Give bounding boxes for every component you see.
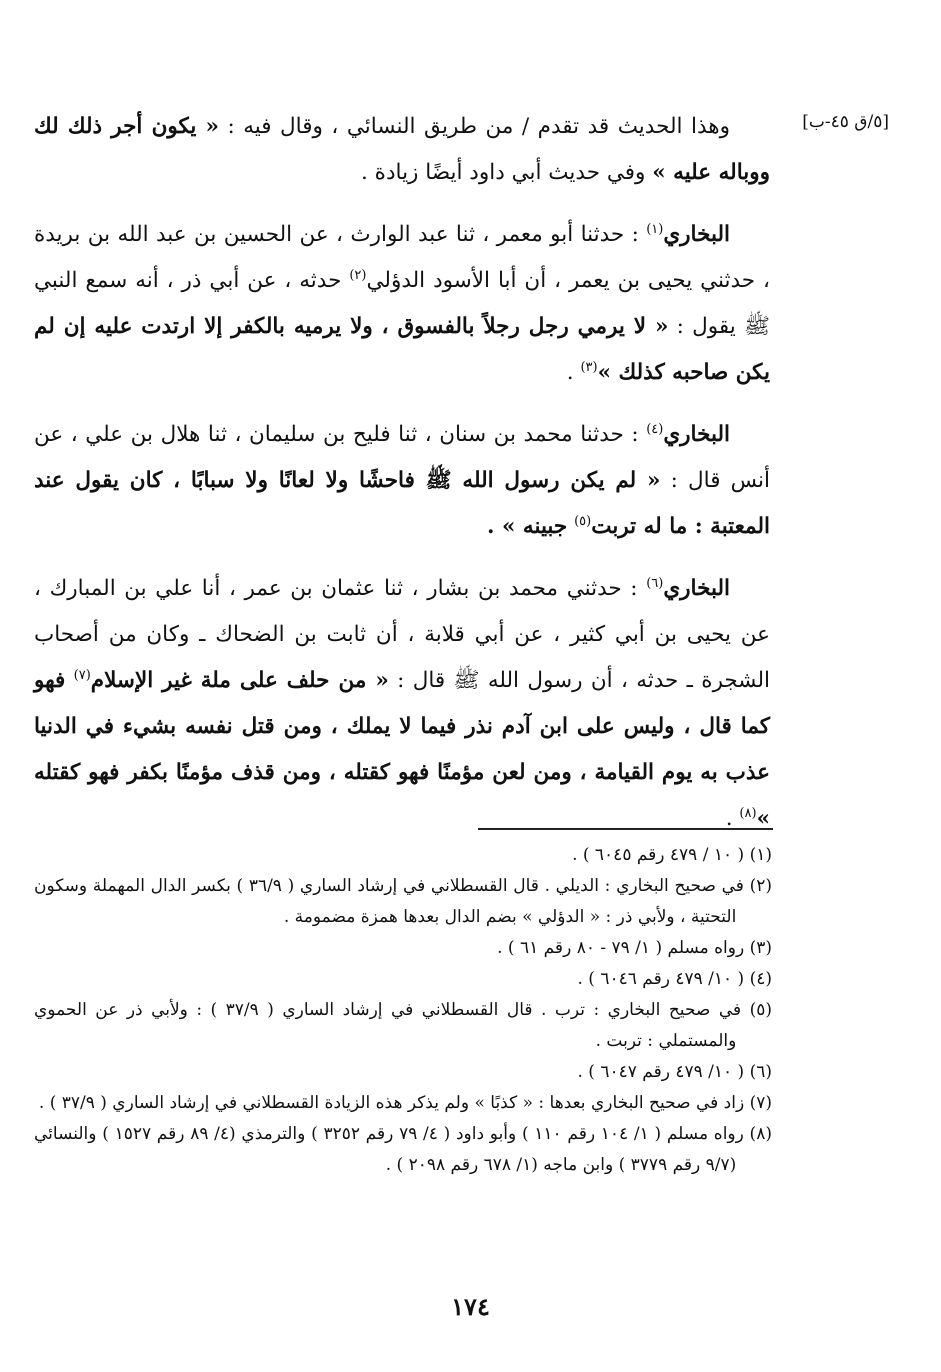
paragraph-3 bbox=[34, 412, 770, 550]
paragraph-1-tail: وفي حديث أبي داود أيضًا زيادة . bbox=[361, 160, 646, 185]
paragraph-end: . bbox=[725, 806, 733, 831]
footnote-marker: (٦) bbox=[646, 575, 664, 591]
paragraph-1 bbox=[34, 104, 770, 196]
isnad-chain: : حدثني محمد بن بشار ، ثنا عثمان بن عمر ، أنا علي بن المبارك ، عن يحيى بن أبي كثير ، عن أبي قلابة ، أن ثابت بن الضحاك ـ وكان من أصحاب الشجرة ـ حدثه ، أن رسول الله ﷺ قال : bbox=[34, 576, 771, 693]
footnote-marker: (٨) bbox=[739, 805, 757, 821]
paragraph-4 bbox=[34, 566, 770, 842]
narrator-name: البخاري bbox=[663, 422, 730, 447]
footnote-marker: (١) bbox=[646, 221, 664, 237]
footnote-6: (٦) ( ١٠/ ٤٧٩ رقم ٦٠٤٧ ) . bbox=[577, 1062, 772, 1082]
footnote-4: (٤) ( ١٠/ ٤٧٩ رقم ٦٠٤٦ ) . bbox=[577, 969, 772, 989]
page-number: ١٧٤ bbox=[451, 1292, 490, 1321]
footnote-5: (٥) في صحيح البخاري : ترب . قال القسطلاني في إرشاد الساري ( ٣٧/٩ ) : ولأبي ذر عن الحموي والمستملي : تربت . bbox=[34, 1000, 773, 1051]
paragraph-2 bbox=[34, 212, 770, 396]
paragraph-1-quote: « يكون أجر ذلك لك ووباله عليه » bbox=[34, 114, 770, 185]
footnote-7: (٧) زاد في صحيح البخاري بعدها : « كذبًا » ولم يذكر هذه الزيادة القسطلاني في إرشاد الساري ( ٣٧/٩ ) . bbox=[38, 1093, 772, 1113]
paragraph-1-intro: وهذا الحديث قد تقدم / من طريق النسائي ، وقال فيه : bbox=[227, 114, 730, 139]
footnote-separator-line bbox=[478, 828, 773, 830]
narrator-name: البخاري bbox=[663, 222, 730, 247]
footnotes-section bbox=[34, 840, 772, 1181]
hadith-text: فهو كما قال ، وليس على ابن آدم نذر فيما لا يملك ، ومن قتل نفسه بشيء في الدنيا عذب به يوم القيامة ، ومن لعن مؤمنًا فهو كقتله ، ومن قذف مؤمنًا بكفر فهو كقتله » bbox=[34, 668, 770, 831]
hadith-text: « لم يكن رسول الله ﷺ فاحشًا ولا لعانًا ولا سبابًا ، كان يقول عند المعتبة : ما له تربت bbox=[34, 468, 770, 539]
footnote-marker: (٢) bbox=[349, 267, 367, 283]
footnote-marker: (٥) bbox=[574, 513, 592, 529]
footnote-1: (١) ( ١٠ / ٤٧٩ رقم ٦٠٤٥ ) . bbox=[572, 845, 772, 865]
footnote-marker: (٤) bbox=[646, 421, 664, 437]
main-text bbox=[34, 104, 770, 842]
paragraph-end: . bbox=[566, 360, 574, 385]
hadith-text: « من حلف على ملة غير الإسلام bbox=[90, 668, 389, 693]
footnote-marker: (٣) bbox=[580, 359, 598, 375]
isnad-chain: حدثه ، عن أبي ذر ، أنه سمع النبي ﷺ يقول : bbox=[34, 268, 770, 339]
isnad-chain: : حدثنا محمد بن سنان ، ثنا فليح بن سليمان ، ثنا هلال بن علي ، عن أنس قال : bbox=[34, 422, 770, 493]
footnote-8: (٨) رواه مسلم ( ١/ ١٠٤ رقم ١١٠ ) وأبو داود ( ٤/ ٧٩ رقم ٣٢٥٢ ) والترمذي (٤/ ٨٩ رقم ١٥٢٧ ) والنسائي (٩/٧ رقم ٣٧٧٩ ) وابن ماجه (١/ ٦٧٨ رقم ٢٠٩٨ ) . bbox=[34, 1124, 772, 1175]
hadith-text: « لا يرمي رجل رجلاً بالفسوق ، ولا يرميه بالكفر إلا ارتدت عليه إن لم يكن صاحبه كذلك » bbox=[34, 314, 770, 385]
manuscript-folio-reference: [٥/ق ٤٥-ب] bbox=[802, 112, 889, 132]
isnad-chain: : حدثنا أبو معمر ، ثنا عبد الوارث ، عن الحسين بن عبد الله بن بريدة ، حدثني يحيى بن يعمر ، أن أبا الأسود الدؤلي bbox=[34, 222, 770, 293]
footnote-2: (٢) في صحيح البخاري : الديلي . قال القسطلاني في إرشاد الساري ( ٣٦/٩ ) بكسر الدال المهملة وسكون التحتية ، ولأبي ذر : « الدؤلي » بضم الدال بعدها همزة مضمومة . bbox=[34, 876, 773, 927]
footnote-3: (٣) رواه مسلم ( ١/ ٧٩ - ٨٠ رقم ٦١ ) . bbox=[497, 938, 772, 958]
narrator-name: البخاري bbox=[663, 576, 730, 601]
footnote-marker: (٧) bbox=[73, 667, 91, 683]
hadith-text: جبينه » . bbox=[487, 514, 568, 539]
